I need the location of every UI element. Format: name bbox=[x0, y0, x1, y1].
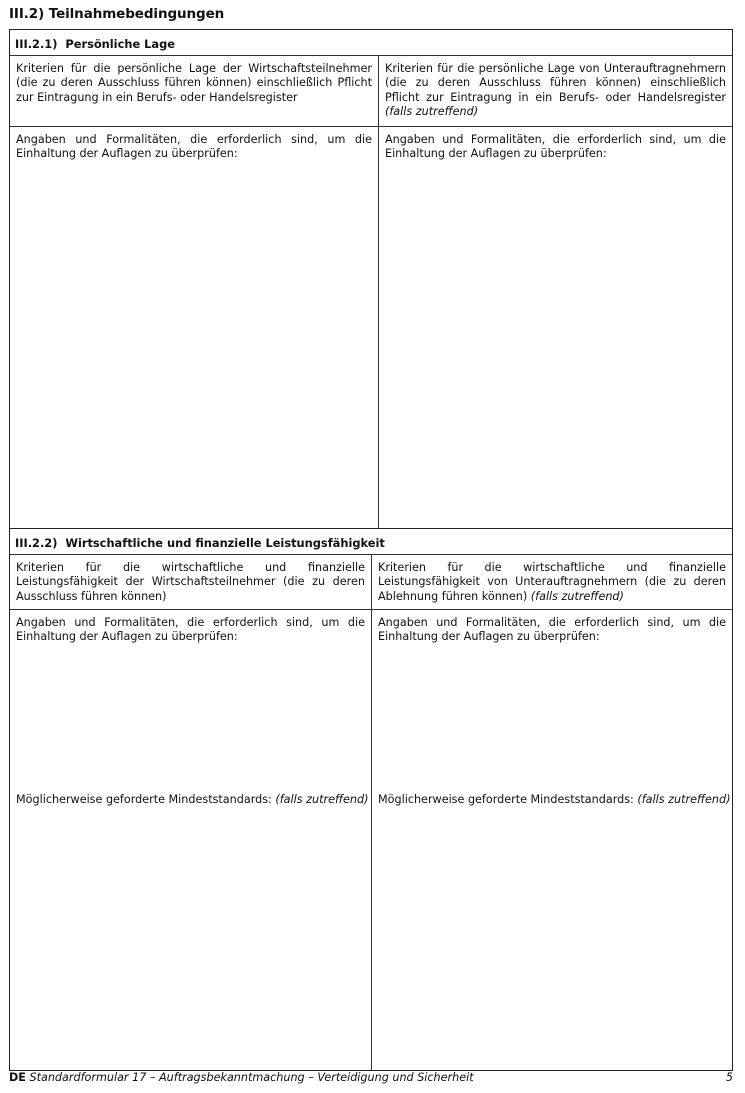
info-cell-financial-operators[interactable] bbox=[16, 616, 365, 786]
criteria-note: (falls zutreffend) bbox=[530, 589, 624, 603]
criteria-cell-personal-subcontractors[interactable] bbox=[385, 62, 726, 120]
min-standards-note: (falls zutreffend) bbox=[275, 793, 369, 806]
page-number: 5 bbox=[725, 1071, 733, 1084]
criteria-text: Kriterien für die persönliche Lage der Wirtschaftsteilnehmer (die zu deren Ausschluss führen können) einschließlich Pflicht zur Eintragung in ein Berufs- oder Handelsregister bbox=[16, 62, 372, 104]
info-cell-personal-subcontractors[interactable] bbox=[385, 133, 726, 523]
min-standards-label: Möglicherweise geforderte Mindeststandards: bbox=[378, 793, 634, 806]
info-cell-personal-operators[interactable] bbox=[16, 133, 372, 523]
divider bbox=[10, 609, 732, 610]
divider bbox=[10, 55, 732, 56]
info-text: Angaben und Formalitäten, die erforderlich sind, um die Einhaltung der Auflagen zu überprüfen: bbox=[16, 133, 372, 161]
column-divider bbox=[371, 554, 372, 1070]
criteria-cell-financial-subcontractors[interactable] bbox=[378, 561, 726, 604]
section-number: III.2.1) bbox=[15, 37, 58, 51]
page-title: III.2) Teilnahmebedingungen bbox=[9, 6, 225, 22]
criteria-note: (falls zutreffend) bbox=[385, 105, 479, 119]
footer-form-name: Standardformular 17 – Auftragsbekanntmachung – Verteidigung und Sicherheit bbox=[29, 1071, 474, 1084]
info-text: Angaben und Formalitäten, die erforderlich sind, um die Einhaltung der Auflagen zu überprüfen: bbox=[16, 616, 365, 644]
criteria-cell-financial-operators[interactable] bbox=[16, 561, 365, 604]
criteria-text: Kriterien für die wirtschaftliche und finanzielle Leistungsfähigkeit von Unterauftragnehmern (die zu deren Ablehnung führen können) bbox=[378, 561, 726, 603]
min-standards-cell-operators[interactable] bbox=[16, 793, 368, 807]
info-cell-financial-subcontractors[interactable] bbox=[378, 616, 726, 786]
section-heading-financial bbox=[15, 536, 385, 550]
form-table bbox=[9, 29, 733, 1071]
min-standards-cell-subcontractors[interactable] bbox=[378, 793, 730, 807]
min-standards-label: Möglicherweise geforderte Mindeststandards: bbox=[16, 793, 272, 806]
info-text: Angaben und Formalitäten, die erforderlich sind, um die Einhaltung der Auflagen zu überprüfen: bbox=[378, 616, 726, 644]
criteria-text: Kriterien für die wirtschaftliche und finanzielle Leistungsfähigkeit der Wirtschaftsteilnehmer (die zu deren Ausschluss führen können) bbox=[16, 561, 365, 603]
criteria-text: Kriterien für die persönliche Lage von Unterauftragnehmern (die zu deren Ausschluss führen können) einschließlich Pflicht zur Eintragung in ein Berufs- oder Handelsregister bbox=[385, 62, 726, 104]
info-text: Angaben und Formalitäten, die erforderlich sind, um die Einhaltung der Auflagen zu überprüfen: bbox=[385, 133, 726, 161]
section-heading-personal bbox=[15, 37, 175, 51]
divider bbox=[10, 126, 732, 127]
section-title: Persönliche Lage bbox=[65, 37, 175, 51]
section-title: Wirtschaftliche und finanzielle Leistungsfähigkeit bbox=[65, 536, 385, 550]
min-standards-note: (falls zutreffend) bbox=[637, 793, 731, 806]
criteria-cell-personal-operators[interactable] bbox=[16, 62, 372, 105]
footer-language: DE bbox=[9, 1071, 26, 1084]
page-footer bbox=[9, 1071, 733, 1084]
divider bbox=[10, 528, 732, 529]
section-number: III.2.2) bbox=[15, 536, 58, 550]
